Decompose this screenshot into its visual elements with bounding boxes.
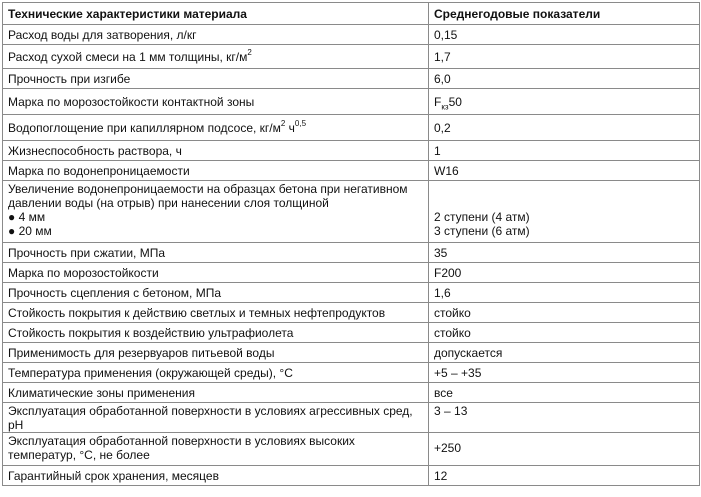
header-annual-values: Среднегодовые показатели — [429, 3, 700, 25]
param-cell: Марка по водонепроницаемости — [3, 161, 429, 181]
value-cell: 3 – 13 — [429, 403, 700, 433]
header-characteristics: Технические характеристики материала — [3, 3, 429, 25]
value-cell: 2 ступени (4 атм) 3 ступени (6 атм) — [429, 181, 700, 243]
table-row — [3, 115, 700, 141]
table-row — [3, 433, 700, 466]
param-cell: Стойкость покрытия к воздействию ультрафиолета — [3, 323, 429, 343]
param-cell: Увеличение водонепроницаемости на образцах бетона при негативном давлении воды (на отрыв) при нанесении слоя толщиной ● 4 мм ● 20 мм — [3, 181, 429, 243]
value-cell: 1,6 — [429, 283, 700, 303]
table-header-row — [3, 3, 700, 25]
value-cell: 0,15 — [429, 25, 700, 45]
param-cell: Эксплуатация обработанной поверхности в условиях высоких температур, °С, не более — [3, 433, 429, 466]
value-cell: допускается — [429, 343, 700, 363]
param-cell: Климатические зоны применения — [3, 383, 429, 403]
table-row — [3, 363, 700, 383]
table-row — [3, 243, 700, 263]
table-row — [3, 69, 700, 89]
value-cell: 0,2 — [429, 115, 700, 141]
param-cell: Прочность при изгибе — [3, 69, 429, 89]
value-cell: 12 — [429, 466, 700, 486]
param-cell: Прочность сцепления с бетоном, МПа — [3, 283, 429, 303]
value-cell: F200 — [429, 263, 700, 283]
value-cell: 1,7 — [429, 45, 700, 69]
table-row — [3, 403, 700, 433]
bullet-item: ● 4 мм — [8, 210, 46, 224]
param-cell: Расход воды для затворения, л/кг — [3, 25, 429, 45]
param-cell: Температура применения (окружающей среды), °С — [3, 363, 429, 383]
value-cell: 35 — [429, 243, 700, 263]
value-cell: 1 — [429, 141, 700, 161]
value-cell: все — [429, 383, 700, 403]
param-cell: Прочность при сжатии, МПа — [3, 243, 429, 263]
value-cell: стойко — [429, 303, 700, 323]
table-row — [3, 283, 700, 303]
param-cell: Расход сухой смеси на 1 мм толщины, $кг/м^2$ — [3, 45, 429, 69]
table-row — [3, 323, 700, 343]
param-cell: Стойкость покрытия к действию светлых и темных нефтепродуктов — [3, 303, 429, 323]
value-cell: стойко — [429, 323, 700, 343]
value-cell: W16 — [429, 161, 700, 181]
value-cell: +5 – +35 — [429, 363, 700, 383]
param-cell: Применимость для резервуаров питьевой воды — [3, 343, 429, 363]
param-cell: Гарантийный срок хранения, месяцев — [3, 466, 429, 486]
table-row — [3, 161, 700, 181]
table-row — [3, 303, 700, 323]
bullet-item: ● 20 мм — [8, 224, 52, 238]
table-row — [3, 343, 700, 363]
table-row — [3, 263, 700, 283]
table-row — [3, 45, 700, 69]
table-row — [3, 181, 700, 243]
table-row — [3, 25, 700, 45]
spec-table — [2, 2, 700, 486]
table-row — [3, 466, 700, 486]
value-cell: +250 — [429, 433, 700, 466]
param-cell: Марка по морозостойкости контактной зоны — [3, 89, 429, 115]
value-cell: 6,0 — [429, 69, 700, 89]
table-row — [3, 89, 700, 115]
table-row — [3, 141, 700, 161]
value-cell: $F_{кз}50$ — [429, 89, 700, 115]
table-row — [3, 383, 700, 403]
param-cell: Водопоглощение при капиллярном подсосе, $кг/м^2$ $ч^{0,5}$ — [3, 115, 429, 141]
param-cell: Эксплуатация обработанной поверхности в условиях агрессивных сред, рН — [3, 403, 429, 433]
param-cell: Жизнеспособность раствора, ч — [3, 141, 429, 161]
param-cell: Марка по морозостойкости — [3, 263, 429, 283]
